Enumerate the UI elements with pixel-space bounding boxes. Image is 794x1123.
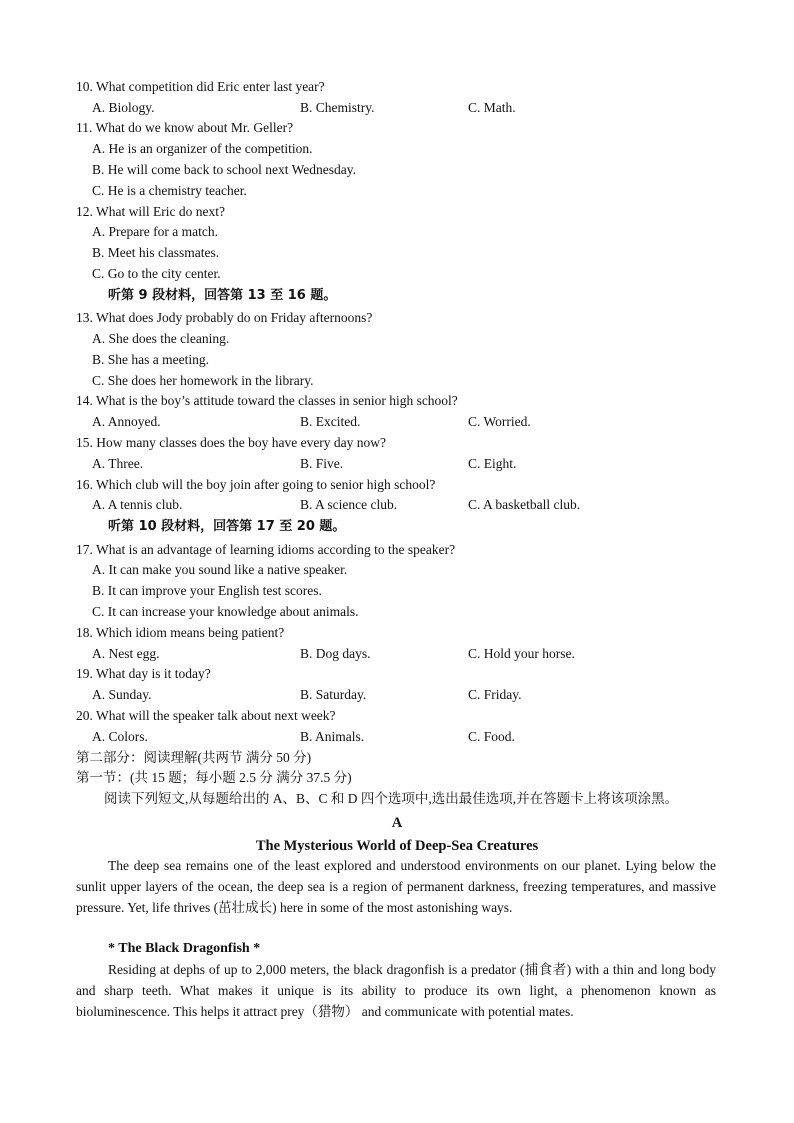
option-text: A. It can make you sound like a native speaker. bbox=[92, 562, 348, 577]
option-a bbox=[0, 329, 794, 349]
option-text: C. It can increase your knowledge about animals. bbox=[92, 604, 359, 619]
option-text: C. Go to the city center. bbox=[92, 266, 221, 281]
option-c: C. Friday. bbox=[468, 687, 522, 702]
option-text: B. She has a meeting. bbox=[92, 352, 209, 367]
option-c bbox=[0, 264, 794, 284]
option-b: B. Dog days. bbox=[300, 646, 371, 661]
options-19 bbox=[0, 685, 794, 705]
option-b bbox=[0, 581, 794, 601]
question-16 bbox=[0, 475, 794, 495]
option-a: A. Three. bbox=[92, 456, 144, 471]
question-text: 20. What will the speaker talk about next week? bbox=[76, 708, 336, 723]
question-text: 16. Which club will the boy join after going to senior high school? bbox=[76, 477, 436, 492]
option-c bbox=[0, 181, 794, 201]
question-text: 10. What competition did Eric enter last year? bbox=[76, 79, 325, 94]
paragraph-2: Residing at dephs of up to 2,000 meters, the black dragonfish is a predator (捕食者) with a thin and long body and sharp teeth. What makes it unique is its ability to produce its own light, a phenomenon known as bioluminescence. This helps it attract prey（猎物） and communicate with potential mates. bbox=[76, 962, 716, 1019]
option-c: C. Food. bbox=[468, 729, 515, 744]
question-13 bbox=[0, 308, 794, 328]
option-c bbox=[0, 371, 794, 391]
option-b bbox=[0, 243, 794, 263]
section-title bbox=[0, 768, 794, 788]
question-12 bbox=[0, 202, 794, 222]
option-b: B. Animals. bbox=[300, 729, 365, 744]
option-a: A. Biology. bbox=[92, 100, 155, 115]
question-15 bbox=[0, 433, 794, 453]
option-text: A. He is an organizer of the competition. bbox=[92, 141, 313, 156]
option-text: A. She does the cleaning. bbox=[92, 331, 230, 346]
option-a bbox=[0, 139, 794, 159]
question-text: 15. How many classes does the boy have every day now? bbox=[76, 435, 387, 450]
option-b: B. Excited. bbox=[300, 414, 361, 429]
question-text: 17. What is an advantage of learning idioms according to the speaker? bbox=[76, 542, 456, 557]
question-text: 13. What does Jody probably do on Friday afternoons? bbox=[76, 310, 373, 325]
option-text: B. Meet his classmates. bbox=[92, 245, 220, 260]
option-a: A. Nest egg. bbox=[92, 646, 160, 661]
option-a: A. A tennis club. bbox=[92, 497, 183, 512]
option-a bbox=[0, 222, 794, 242]
section-heading bbox=[0, 517, 794, 537]
option-b bbox=[0, 160, 794, 180]
question-17 bbox=[0, 540, 794, 560]
passage-title bbox=[0, 836, 794, 856]
instructions bbox=[0, 789, 794, 809]
passage-letter bbox=[0, 813, 794, 833]
subheading bbox=[0, 939, 794, 959]
section-heading bbox=[0, 286, 794, 306]
option-a bbox=[0, 560, 794, 580]
question-11 bbox=[0, 118, 794, 138]
question-text: 12. What will Eric do next? bbox=[76, 204, 225, 219]
passage-title-text: The Mysterious World of Deep-Sea Creatures bbox=[255, 838, 539, 854]
option-b: B. Five. bbox=[300, 456, 344, 471]
question-20 bbox=[0, 706, 794, 726]
option-text: A. Prepare for a match. bbox=[92, 224, 218, 239]
options-10 bbox=[0, 98, 794, 118]
option-a: A. Sunday. bbox=[92, 687, 152, 702]
option-c: C. Worried. bbox=[468, 414, 531, 429]
option-c: C. A basketball club. bbox=[468, 497, 581, 512]
options-20 bbox=[0, 727, 794, 747]
option-b: B. Chemistry. bbox=[300, 100, 375, 115]
options-18 bbox=[0, 644, 794, 664]
section-title-text: 第一节：(共 15 题；每小题 2.5 分 满分 37.5 分) bbox=[76, 770, 352, 785]
options-14 bbox=[0, 412, 794, 432]
paragraph-1: The deep sea remains one of the least explored and understood environments on our planet. Lying below the sunlit upper layers of the ocean, the deep sea is a region of permanent darkness, freezing temperatures, and massive pressure. Yet, life thrives (茁壮成长) here in some of the most astonishing ways. bbox=[76, 858, 716, 915]
section-heading-text: 听第 9 段材料，回答第 13 至 16 题。 bbox=[108, 288, 337, 303]
option-text: C. He is a chemistry teacher. bbox=[92, 183, 247, 198]
option-c bbox=[0, 602, 794, 622]
option-b bbox=[0, 350, 794, 370]
question-text: 19. What day is it today? bbox=[76, 666, 211, 681]
question-10 bbox=[0, 77, 794, 97]
option-a: A. Annoyed. bbox=[92, 414, 161, 429]
instructions-text: 阅读下列短文,从每题给出的 A、B、C 和 D 四个选项中,选出最佳选项,并在答题卡上将该项涂黑。 bbox=[104, 791, 679, 806]
question-text: 18. Which idiom means being patient? bbox=[76, 625, 285, 640]
options-16 bbox=[0, 495, 794, 515]
question-14 bbox=[0, 391, 794, 411]
section-heading-text: 听第 10 段材料，回答第 17 至 20 题。 bbox=[108, 519, 346, 534]
question-text: 14. What is the boy’s attitude toward the classes in senior high school? bbox=[76, 393, 458, 408]
passage-letter-text: A bbox=[391, 815, 403, 831]
option-text: B. It can improve your English test scores. bbox=[92, 583, 322, 598]
option-c: C. Eight. bbox=[468, 456, 517, 471]
subheading-text: * The Black Dragonfish * bbox=[108, 941, 261, 956]
option-c: C. Math. bbox=[468, 100, 516, 115]
part-title-text: 第二部分：阅读理解(共两节 满分 50 分) bbox=[76, 750, 312, 765]
option-a: A. Colors. bbox=[92, 729, 148, 744]
question-18 bbox=[0, 623, 794, 643]
option-b: B. A science club. bbox=[300, 497, 398, 512]
part-title bbox=[0, 748, 794, 768]
option-c: C. Hold your horse. bbox=[468, 646, 575, 661]
option-b: B. Saturday. bbox=[300, 687, 367, 702]
option-text: C. She does her homework in the library. bbox=[92, 373, 314, 388]
question-text: 11. What do we know about Mr. Geller? bbox=[76, 120, 294, 135]
option-text: B. He will come back to school next Wednesday. bbox=[92, 162, 356, 177]
options-15 bbox=[0, 454, 794, 474]
question-19 bbox=[0, 664, 794, 684]
